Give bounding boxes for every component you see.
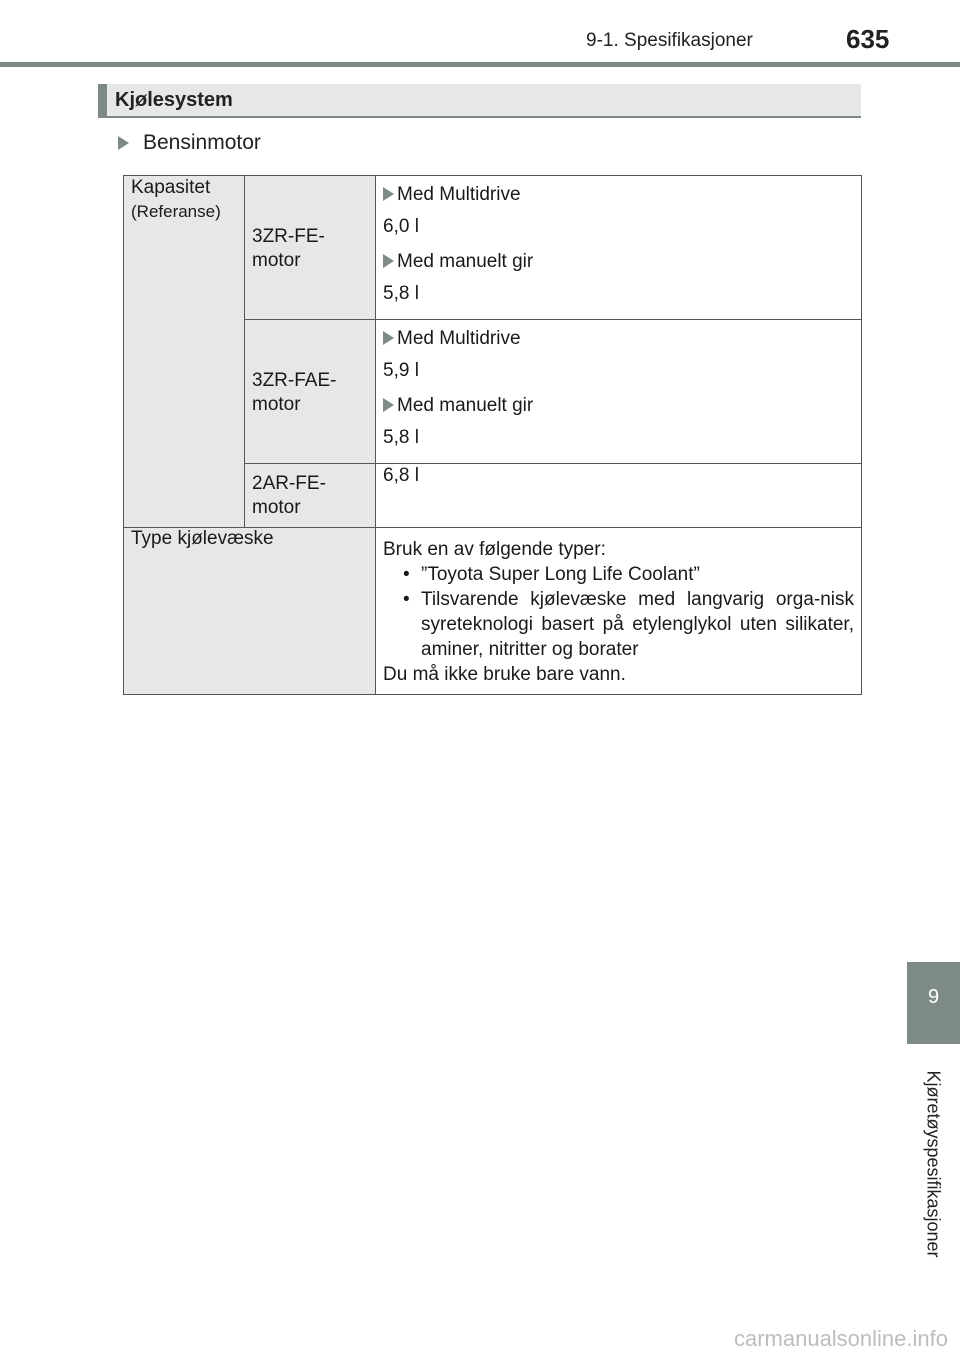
triangle-bullet-icon <box>118 136 129 150</box>
section-title-bar <box>98 84 861 118</box>
bullet-dot-icon: • <box>403 564 410 585</box>
variant-label: Med manuelt gir <box>397 395 534 416</box>
triangle-bullet-icon <box>383 398 394 412</box>
engine-value: 6,8 l <box>383 465 419 486</box>
variant-value: 5,8 l <box>383 283 419 304</box>
value-cell <box>376 320 862 464</box>
watermark: carmanualsonline.info <box>733 1326 948 1351</box>
variant-label: Med Multidrive <box>397 328 521 349</box>
coolant-label: Type kjølevæske <box>131 528 274 549</box>
engine-cell <box>245 320 376 464</box>
coolant-label-cell <box>124 528 376 695</box>
chapter-label <box>918 1056 948 1272</box>
subheading-text: Bensinmotor <box>143 131 261 154</box>
chapter-label-text: Kjøretøyspesifikasjoner <box>923 1070 944 1258</box>
engine-cell <box>245 464 376 528</box>
list-item <box>383 587 854 662</box>
engine-name: 2AR-FE-motor <box>252 473 326 518</box>
variant-value: 5,9 l <box>383 360 419 381</box>
variant-value: 5,8 l <box>383 427 419 448</box>
list-item <box>383 562 854 587</box>
subheading <box>118 131 261 155</box>
coolant-note: Du må ikke bruke bare vann. <box>383 664 626 685</box>
table-row <box>124 528 862 695</box>
capacity-label-cell <box>124 176 245 528</box>
coolant-intro: Bruk en av følgende typer: <box>383 539 606 560</box>
engine-cell <box>245 176 376 320</box>
section-title-accent <box>98 84 107 116</box>
variant-label: Med Multidrive <box>397 184 521 205</box>
page-number: 635 <box>846 24 890 54</box>
header-rule <box>0 62 960 67</box>
section-title: Kjølesystem <box>115 89 233 111</box>
running-header-section: 9-1. Spesifikasjoner <box>586 30 753 51</box>
table-row <box>124 176 862 320</box>
triangle-bullet-icon <box>383 187 394 201</box>
value-cell <box>376 176 862 320</box>
bullet-dot-icon: • <box>403 589 410 610</box>
coolant-value-cell <box>376 528 862 695</box>
coolant-item: ”Toyota Super Long Life Coolant” <box>421 564 700 585</box>
variant-value: 6,0 l <box>383 216 419 237</box>
chapter-tab[interactable] <box>907 962 960 1044</box>
triangle-bullet-icon <box>383 331 394 345</box>
capacity-sublabel: (Referanse) <box>131 202 221 221</box>
engine-name: 3ZR-FE-motor <box>252 226 325 271</box>
chapter-number: 9 <box>927 986 940 1008</box>
capacity-label: Kapasitet <box>131 177 211 198</box>
variant-label: Med manuelt gir <box>397 251 534 272</box>
triangle-bullet-icon <box>383 254 394 268</box>
cooling-spec-table <box>123 175 862 695</box>
engine-name: 3ZR-FAE-motor <box>252 370 337 415</box>
value-cell <box>376 464 862 528</box>
coolant-item: Tilsvarende kjølevæske med langvarig orga-nisk syreteknologi basert på etylenglykol uten silikater, aminer, nitritter og borater <box>421 589 854 660</box>
